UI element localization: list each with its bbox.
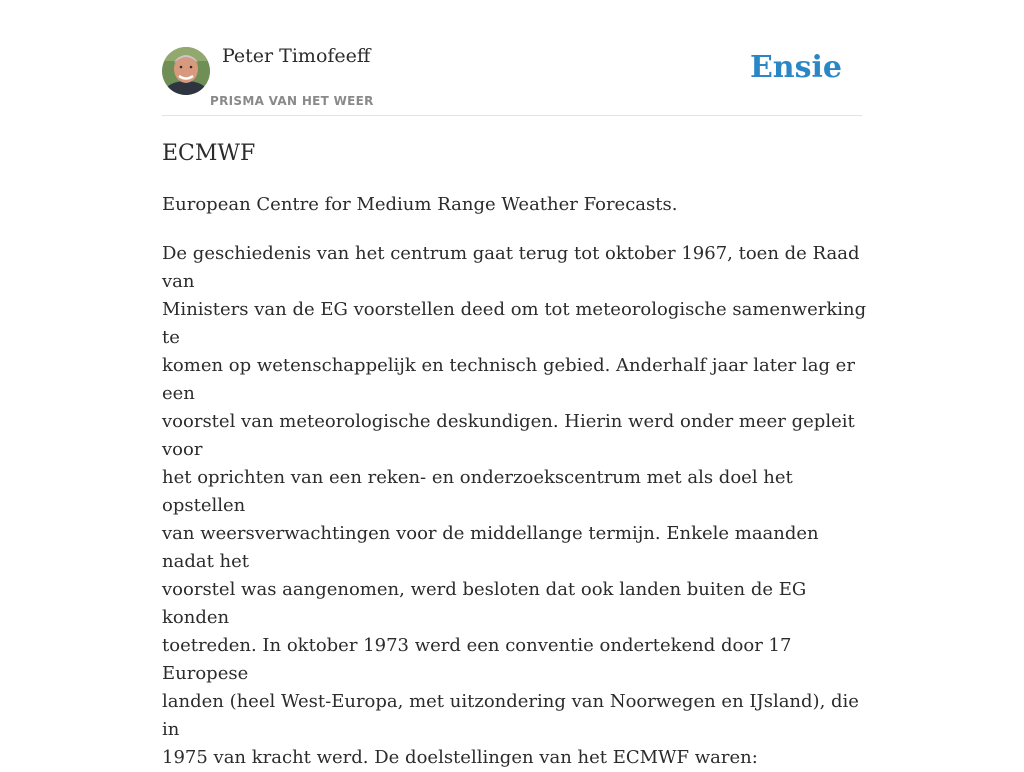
article-card <box>162 0 867 768</box>
author-avatar[interactable] <box>162 47 210 95</box>
topic-label[interactable]: PRISMA VAN HET WEER <box>210 94 374 108</box>
author-name[interactable]: Peter Timofeeff <box>222 45 371 67</box>
article-header <box>162 0 862 116</box>
ensie-logo[interactable]: Ensie <box>749 50 842 85</box>
article-subtitle: European Centre for Medium Range Weather Forecasts. <box>162 194 678 215</box>
author-photo-icon <box>162 47 210 95</box>
article-body: De geschiedenis van het centrum gaat terug tot oktober 1967, toen de Raad van Ministers van de EG voorstellen deed om tot meteorologische samenwerking te komen op wetenschappelijk en technisch gebied. Anderhalf jaar later lag er een voorstel van meteorologische deskundigen. Hierin werd onder meer gepleit voor het oprichten van een reken- en onderzoekscentrum met als doel het opstellen van weersverwachtingen voor de middellange termijn. Enkele maanden nadat het voorstel was aangenomen, werd besloten dat ook landen buiten de EG konden toetreden. In oktober 1973 werd een conventie ondertekend door 17 Europese landen (heel West-Europa, met uitzondering van Noorwegen en IJsland), die in 1975 van kracht werd. De doelstellingen van het ECMWF waren: <box>162 243 867 768</box>
article-title: ECMWF <box>162 141 256 166</box>
